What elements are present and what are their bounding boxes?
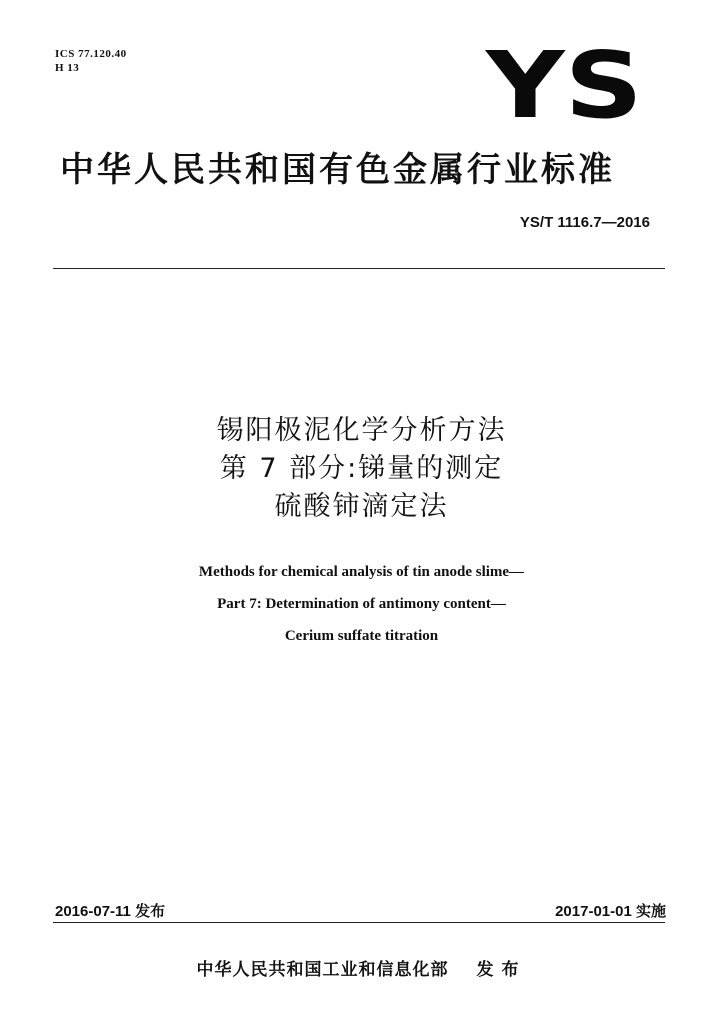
top-divider	[53, 268, 665, 269]
english-title-line-1: Methods for chemical analysis of tin anode slime—	[198, 564, 525, 580]
ys-logo: YS	[486, 32, 643, 139]
english-title-line-3: Cerium suffate titration	[284, 628, 439, 644]
bottom-divider	[53, 922, 665, 923]
chinese-title-line-3: 硫酸铈滴定法	[274, 491, 449, 522]
issuer-line	[0, 955, 723, 980]
release-date: 2016-07-11 发布	[55, 903, 166, 920]
english-title-line-2: Part 7: Determination of antimony content—	[217, 596, 506, 612]
standard-code: YS/T 1116.7—2016	[519, 214, 650, 231]
issuer-action: 发布	[476, 960, 527, 980]
classification-block	[55, 47, 127, 75]
ccs-code: H 13	[55, 62, 80, 74]
implementation-date: 2017-01-01 实施	[555, 903, 666, 920]
chinese-title-line-2: 第 7 部分:锑量的测定	[219, 453, 504, 484]
issuer-name: 中华人民共和国工业和信息化部	[196, 960, 449, 980]
chinese-title-line-1: 锡阳极泥化学分析方法	[216, 415, 507, 446]
standard-org-title: 中华人民共和国有色金属行业标准	[60, 150, 615, 190]
ics-code: ICS 77.120.40	[55, 48, 127, 60]
english-title	[0, 556, 723, 652]
chinese-title	[0, 412, 723, 526]
